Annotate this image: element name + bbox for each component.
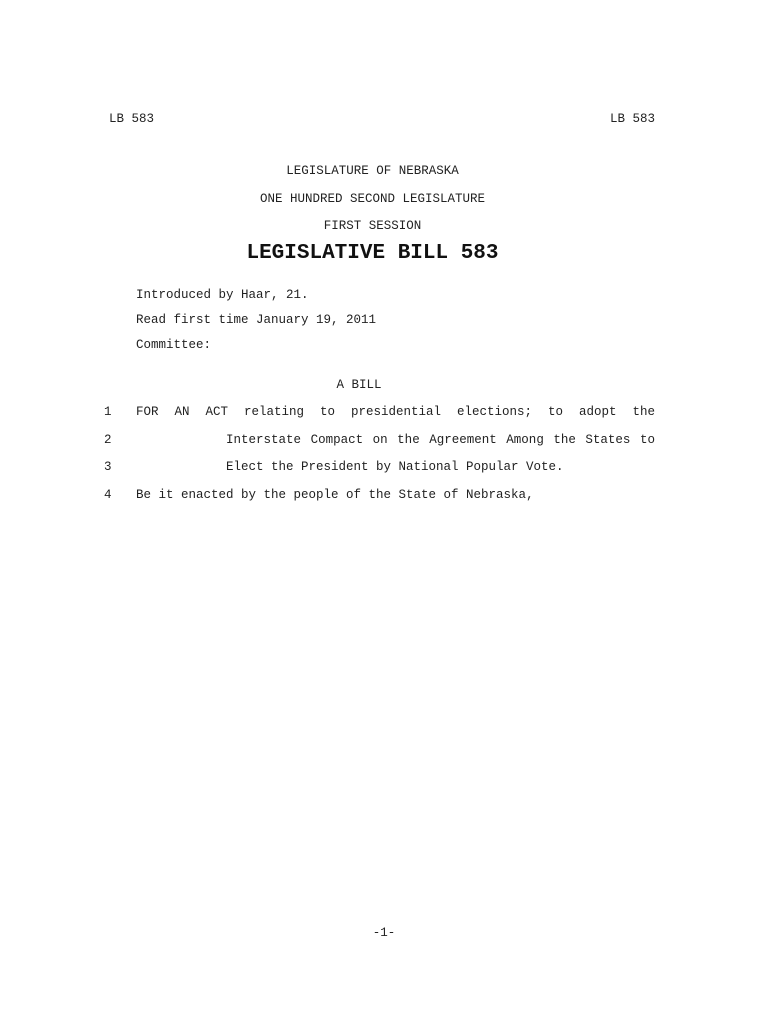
- bill-text-line: Elect the President by National Popular Vote.: [226, 460, 564, 474]
- header-bill-number-left: LB 583: [109, 112, 155, 126]
- enacting-clause: Be it enacted by the people of the State of Nebraska,: [136, 488, 534, 502]
- line-number: 2: [104, 433, 112, 447]
- line-number: 3: [104, 460, 112, 474]
- bill-text-line: FOR AN ACT relating to presidential elections; to adopt the: [136, 405, 655, 419]
- header-bill-number-right: LB 583: [609, 112, 655, 126]
- page-number: -1-: [372, 926, 396, 940]
- legislature-name: LEGISLATURE OF NEBRASKA: [286, 164, 459, 178]
- bill-text-line: Interstate Compact on the Agreement Among the States to: [226, 433, 655, 447]
- committee-label: Committee:: [136, 338, 212, 352]
- introduced-by: Introduced by Haar, 21.: [136, 288, 309, 302]
- bill-title: LEGISLATIVE BILL 583: [246, 242, 499, 265]
- bill-heading: A BILL: [336, 378, 382, 392]
- legislature-number: ONE HUNDRED SECOND LEGISLATURE: [259, 192, 486, 206]
- line-number: 4: [104, 488, 112, 502]
- session-name: FIRST SESSION: [323, 219, 422, 233]
- line-number: 1: [104, 405, 112, 419]
- read-first-time: Read first time January 19, 2011: [136, 313, 377, 327]
